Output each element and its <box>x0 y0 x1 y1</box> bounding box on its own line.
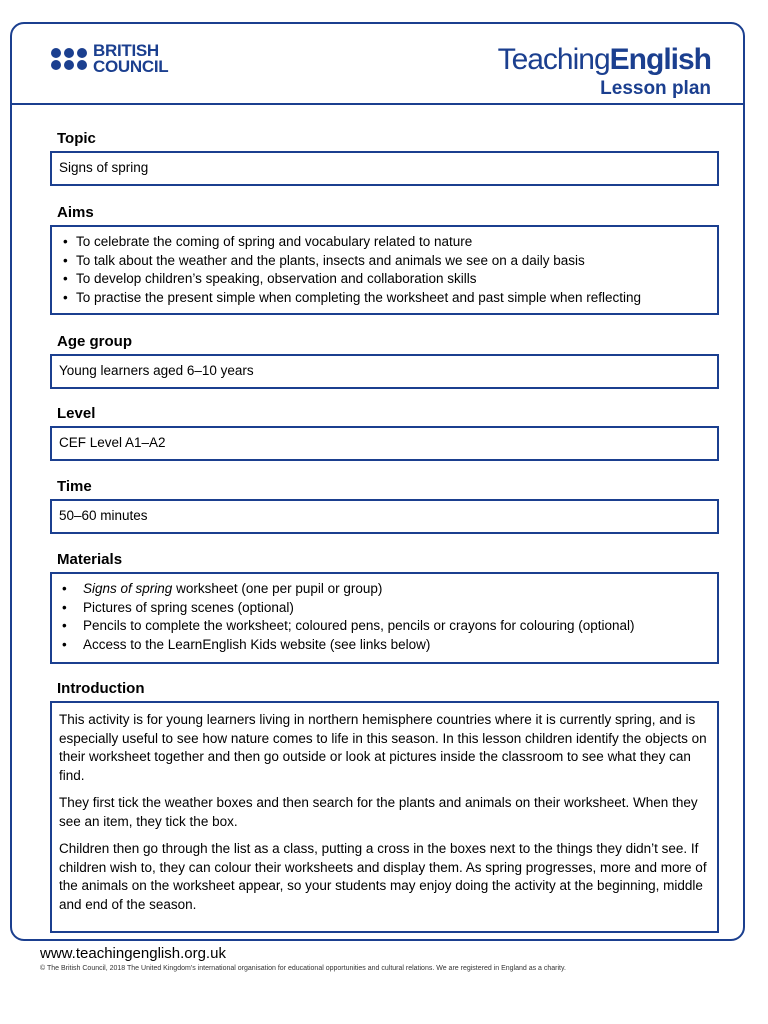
materials-list <box>59 580 710 654</box>
teaching-english-brand <box>498 44 711 100</box>
aim-item: • To practise the present simple when completing the worksheet and past simple when reflecting <box>59 289 710 308</box>
material-item: • Pictures of spring scenes (optional) <box>59 599 710 618</box>
material-item: • Access to the LearnEnglish Kids website (see links below) <box>59 636 710 655</box>
level-box <box>50 426 719 461</box>
topic-heading: Topic <box>57 130 96 147</box>
time-value: 50–60 minutes <box>59 508 148 523</box>
materials-heading: Materials <box>57 551 123 568</box>
logo-line-1: BRITISH <box>93 41 159 60</box>
aim-item: • To celebrate the coming of spring and vocabulary related to nature <box>59 233 710 252</box>
level-heading: Level <box>57 405 96 422</box>
brand-teaching: Teaching <box>497 43 610 76</box>
material-item-rest: worksheet (one per pupil or group) <box>172 581 383 596</box>
brand-english: English <box>609 43 711 76</box>
logo-dots-icon <box>51 48 87 70</box>
time-box <box>50 499 719 534</box>
topic-box <box>50 151 719 186</box>
material-item <box>59 580 710 599</box>
aims-list <box>59 233 710 307</box>
age-group-heading: Age group <box>57 333 132 350</box>
header-divider <box>12 103 743 105</box>
aims-heading: Aims <box>57 204 94 221</box>
british-council-logo <box>51 43 168 75</box>
worksheet-title: Signs of spring <box>83 581 173 596</box>
time-heading: Time <box>57 478 92 495</box>
aim-item: • To talk about the weather and the plants, insects and animals we see on a daily basis <box>59 252 710 271</box>
level-value: CEF Level A1–A2 <box>59 435 166 450</box>
doc-type: Lesson plan <box>600 78 711 99</box>
age-group-value: Young learners aged 6–10 years <box>59 363 254 378</box>
logo-line-2: COUNCIL <box>93 57 169 76</box>
age-group-box <box>50 354 719 389</box>
footer-url-link[interactable]: www.teachingenglish.org.uk <box>40 945 226 962</box>
introduction-heading: Introduction <box>57 680 145 697</box>
aims-box <box>50 225 719 315</box>
introduction-paragraph: Children then go through the list as a class, putting a cross in the boxes next to the things they didn’t see. If children wish to, they can colour their worksheets and display them. As spring progresses, more and more of the animals on the worksheet appear, so your students may enjoy doing the activity at the beginning, middle and end of the season. <box>59 841 707 912</box>
materials-box <box>50 572 719 664</box>
introduction-box <box>50 701 719 933</box>
aim-item: • To develop children’s speaking, observation and collaboration skills <box>59 270 710 289</box>
introduction-paragraph: They first tick the weather boxes and then search for the plants and animals on their worksheet. When they see an item, they tick the box. <box>59 795 698 829</box>
material-item: • Pencils to complete the worksheet; coloured pens, pencils or crayons for colouring (optional) <box>59 617 710 636</box>
introduction-paragraph: This activity is for young learners living in northern hemisphere countries where it is currently spring, and is especially useful to see how nature comes to life in this season. In this lesson children identify the objects on their worksheet together and then go outside or look at pictures inside the classroom to see what they can find. <box>59 712 707 783</box>
footer-copyright: © The British Council, 2018 The United Kingdom’s international organisation for educational opportunities and cultural relations. We are registered in England as a charity. <box>40 965 566 972</box>
topic-value: Signs of spring <box>59 160 149 175</box>
